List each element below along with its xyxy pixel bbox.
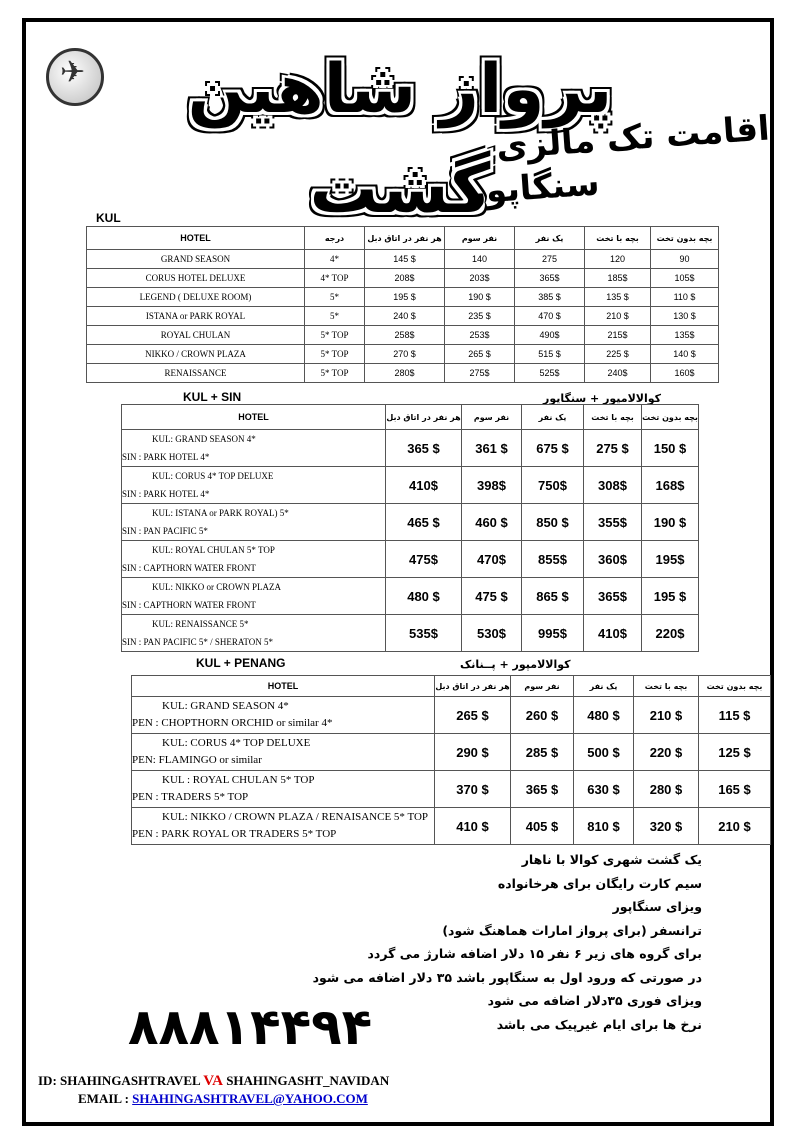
table-row [87, 269, 719, 288]
table-row [132, 697, 771, 734]
price-cell: 145 $ [365, 250, 445, 269]
hotel-line-second: PEN : TRADERS 5* TOP [132, 791, 249, 803]
price-cell: 253$ [445, 326, 515, 345]
note-item: برای گروه های زیر ۶ نفر ۱۵ دلار اضافه شارژ می گردد [367, 946, 702, 961]
price-cell: 135$ [651, 326, 719, 345]
price-cell: 275$ [445, 364, 515, 383]
price-cell: 370 $ [435, 771, 511, 808]
price-cell: 515 $ [515, 345, 585, 364]
table-row [132, 771, 771, 808]
hotel-combo [132, 771, 435, 808]
price-cell: 203$ [445, 269, 515, 288]
price-cell: 810 $ [574, 808, 634, 845]
va-separator: VA [203, 1073, 223, 1089]
price-cell: 535$ [386, 615, 462, 652]
table-row [132, 808, 771, 845]
hotel-line-kul: KUL: CORUS 4* TOP DELUXE [152, 471, 274, 481]
id-line [38, 1072, 389, 1090]
price-cell: 365$ [584, 578, 642, 615]
price-cell: 168$ [642, 467, 699, 504]
price-cell: 270 $ [365, 345, 445, 364]
price-cell: 235 $ [445, 307, 515, 326]
price-cell: 220 $ [634, 734, 699, 771]
note-item: سیم کارت رایگان برای هرخانواده [497, 875, 702, 891]
price-cell: 480 $ [574, 697, 634, 734]
hotel-line-second: SIN : PARK HOTEL 4* [122, 489, 210, 499]
price-cell: 210 $ [699, 808, 771, 845]
price-cell: 865 $ [522, 578, 584, 615]
table-row [87, 307, 719, 326]
hotel-line-second: PEN : CHOPTHORN ORCHID or similar 4* [132, 717, 333, 729]
price-cell: 5* TOP [305, 345, 365, 364]
kul-price-table [86, 226, 719, 383]
price-cell: 140 $ [651, 345, 719, 364]
column-header: HOTEL [87, 227, 305, 250]
price-cell: 290 $ [435, 734, 511, 771]
price-cell: 90 [651, 250, 719, 269]
price-cell: 398$ [462, 467, 522, 504]
price-cell: 110 $ [651, 288, 719, 307]
hotel-combo [122, 430, 386, 467]
price-cell: 308$ [584, 467, 642, 504]
price-cell: 265 $ [435, 697, 511, 734]
kulsin-price-table [121, 404, 699, 652]
hotel-line-second: PEN: FLAMINGO or similar [132, 754, 262, 766]
price-cell: 5* [305, 288, 365, 307]
price-cell: 5* [305, 307, 365, 326]
price-cell: 410 $ [435, 808, 511, 845]
id-prefix: ID: SHAHINGASHTRAVEL [38, 1073, 200, 1088]
price-cell: 475 $ [462, 578, 522, 615]
hotel-name: ISTANA or PARK ROYAL [87, 307, 305, 326]
price-cell: 258$ [365, 326, 445, 345]
id-suffix: SHAHINGASHT_NAVIDAN [226, 1073, 390, 1088]
hotel-line-kul: KUL: NIKKO / CROWN PLAZA / RENAISANCE 5* TOP [162, 811, 429, 823]
kulsin-section-label: KUL + SIN [183, 390, 242, 404]
hotel-line-kul: KUL: GRAND SEASON 4* [152, 434, 256, 444]
column-header: نفر سوم [445, 227, 515, 250]
table-row [87, 326, 719, 345]
price-cell: 355$ [584, 504, 642, 541]
price-cell: 280 $ [634, 771, 699, 808]
hotel-line-kul: KUL: ROYAL CHULAN 5* TOP [152, 545, 275, 555]
column-header: بچه بدون تخت [699, 676, 771, 697]
column-header: یک نفر [522, 405, 584, 430]
column-header: نفر سوم [511, 676, 574, 697]
email-link[interactable]: SHAHINGASHTRAVEL@YAHOO.COM [132, 1091, 368, 1106]
note-item: ترانسفر (برای پرواز امارات هماهنگ شود) [442, 922, 702, 938]
hotel-combo [122, 615, 386, 652]
price-cell: 140 [445, 250, 515, 269]
price-cell: 630 $ [574, 771, 634, 808]
note-item: ویزای سنگاپور [612, 899, 702, 914]
hotel-name: GRAND SEASON [87, 250, 305, 269]
price-cell: 410$ [386, 467, 462, 504]
price-cell: 160$ [651, 364, 719, 383]
brand-title: پرواز شاهین گشت [187, 50, 613, 229]
hotel-combo [132, 734, 435, 771]
hotel-name: ROYAL CHULAN [87, 326, 305, 345]
price-cell: 208$ [365, 269, 445, 288]
hotel-combo [132, 808, 435, 845]
hotel-line-second: SIN : PAN PACIFIC 5* [122, 526, 208, 536]
table-row [122, 467, 699, 504]
price-cell: 225 $ [585, 345, 651, 364]
price-cell: 365 $ [511, 771, 574, 808]
column-header: بچه با تخت [585, 227, 651, 250]
column-header: هر نفر در اتاق دبل [365, 227, 445, 250]
price-cell: 195$ [642, 541, 699, 578]
price-cell: 280$ [365, 364, 445, 383]
price-cell: 135 $ [585, 288, 651, 307]
price-cell: 165 $ [699, 771, 771, 808]
price-cell: 210 $ [585, 307, 651, 326]
price-cell: 120 [585, 250, 651, 269]
price-cell: 480 $ [386, 578, 462, 615]
price-cell: 5* TOP [305, 364, 365, 383]
price-cell: 115 $ [699, 697, 771, 734]
column-header: HOTEL [132, 676, 435, 697]
table-row [87, 288, 719, 307]
hotel-name: NIKKO / CROWN PLAZA [87, 345, 305, 364]
column-header: یک نفر [574, 676, 634, 697]
price-cell: 360$ [584, 541, 642, 578]
column-header: بچه با تخت [584, 405, 642, 430]
hotel-name: LEGEND ( DELUXE ROOM) [87, 288, 305, 307]
hotel-line-second: SIN : CAPTHORN WATER FRONT [122, 563, 256, 573]
kulpen-price-table [131, 675, 771, 845]
hotel-line-second: PEN : PARK ROYAL OR TRADERS 5* TOP [132, 828, 337, 840]
brand-subtitle-singapore: سنگاپور [465, 163, 602, 213]
brand-subtitle-malaysia: اقامت تک مالزی [495, 108, 772, 168]
hotel-line-kul: KUL: CORUS 4* TOP DELUXE [162, 737, 311, 749]
price-cell: 475$ [386, 541, 462, 578]
price-cell: 4* TOP [305, 269, 365, 288]
price-cell: 500 $ [574, 734, 634, 771]
hotel-combo [122, 504, 386, 541]
price-cell: 995$ [522, 615, 584, 652]
price-cell: 210 $ [634, 697, 699, 734]
price-cell: 185$ [585, 269, 651, 288]
price-cell: 215$ [585, 326, 651, 345]
column-header: بچه با تخت [634, 676, 699, 697]
note-item: ویزای فوری ۳۵دلار اضافه می شود [487, 993, 702, 1008]
price-cell: 260 $ [511, 697, 574, 734]
hotel-line-second: SIN : CAPTHORN WATER FRONT [122, 600, 256, 610]
column-header: بچه بدون تخت [642, 405, 699, 430]
price-cell: 130 $ [651, 307, 719, 326]
price-cell: 240$ [585, 364, 651, 383]
price-cell: 675 $ [522, 430, 584, 467]
price-cell: 465 $ [386, 504, 462, 541]
hotel-line-kul: KUL: ISTANA or PARK ROYAL) 5* [152, 508, 289, 518]
table-row [122, 430, 699, 467]
price-cell: 385 $ [515, 288, 585, 307]
table-row [132, 734, 771, 771]
price-cell: 4* [305, 250, 365, 269]
price-cell: 365$ [515, 269, 585, 288]
column-header: هر نفر در اتاق دبل [386, 405, 462, 430]
price-cell: 220$ [642, 615, 699, 652]
airline-logo-icon [46, 48, 104, 106]
price-cell: 195 $ [365, 288, 445, 307]
price-cell: 275 [515, 250, 585, 269]
hotel-line-kul: KUL: RENAISSANCE 5* [152, 619, 249, 629]
email-label: EMAIL : [78, 1091, 129, 1106]
price-cell: 855$ [522, 541, 584, 578]
price-cell: 470$ [462, 541, 522, 578]
price-cell: 850 $ [522, 504, 584, 541]
price-cell: 365 $ [386, 430, 462, 467]
table-row [87, 250, 719, 269]
table-row [122, 578, 699, 615]
price-cell: 5* TOP [305, 326, 365, 345]
hotel-line-second: SIN : PAN PACIFIC 5* / SHERATON 5* [122, 637, 273, 647]
table-row [122, 541, 699, 578]
column-header: هر نفر در اتاق دبل [435, 676, 511, 697]
price-cell: 460 $ [462, 504, 522, 541]
price-cell: 150 $ [642, 430, 699, 467]
hotel-name: RENAISSANCE [87, 364, 305, 383]
price-cell: 525$ [515, 364, 585, 383]
price-cell: 285 $ [511, 734, 574, 771]
table-row [122, 504, 699, 541]
note-item: نرخ ها برای ایام غیرپیک می باشد [496, 1016, 702, 1032]
hotel-combo [122, 541, 386, 578]
column-header: درجه [305, 227, 365, 250]
hotel-combo [132, 697, 435, 734]
column-header: نفر سوم [462, 405, 522, 430]
price-cell: 405 $ [511, 808, 574, 845]
kul-section-label: KUL [96, 211, 121, 225]
table-row [122, 615, 699, 652]
price-cell: 530$ [462, 615, 522, 652]
hotel-name: CORUS HOTEL DELUXE [87, 269, 305, 288]
kulsin-section-label-fa: کوالالامپور + سنگاپور [543, 392, 662, 405]
kulpen-section-label: KUL + PENANG [196, 656, 286, 670]
note-item: یک گشت شهری کوالا با ناهار [521, 852, 702, 867]
price-cell: 240 $ [365, 307, 445, 326]
price-cell: 320 $ [634, 808, 699, 845]
note-item: در صورتی که ورود اول به سنگاپور باشد ۳۵ دلار اضافه می شود [312, 969, 702, 985]
price-cell: 361 $ [462, 430, 522, 467]
price-cell: 275 $ [584, 430, 642, 467]
price-cell: 490$ [515, 326, 585, 345]
price-cell: 750$ [522, 467, 584, 504]
price-cell: 190 $ [642, 504, 699, 541]
hotel-line-second: SIN : PARK HOTEL 4* [122, 452, 210, 462]
table-row [87, 364, 719, 383]
kulpen-section-label-fa: کوالالامپور + پــنانک [460, 658, 571, 671]
price-cell: 470 $ [515, 307, 585, 326]
column-header: بچه بدون تخت [651, 227, 719, 250]
contact-block [38, 1072, 389, 1108]
price-cell: 190 $ [445, 288, 515, 307]
hotel-combo [122, 578, 386, 615]
hotel-combo [122, 467, 386, 504]
email-line [38, 1090, 389, 1108]
price-cell: 265 $ [445, 345, 515, 364]
price-cell: 125 $ [699, 734, 771, 771]
hotel-line-kul: KUL : ROYAL CHULAN 5* TOP [162, 774, 315, 786]
price-cell: 410$ [584, 615, 642, 652]
phone-number: ۸۸۸۱۴۴۹۴ [128, 998, 373, 1056]
column-header: HOTEL [122, 405, 386, 430]
column-header: یک نفر [515, 227, 585, 250]
price-cell: 105$ [651, 269, 719, 288]
table-row [87, 345, 719, 364]
hotel-line-kul: KUL: NIKKO or CROWN PLAZA [152, 582, 281, 592]
price-cell: 195 $ [642, 578, 699, 615]
hotel-line-kul: KUL: GRAND SEASON 4* [162, 700, 289, 712]
